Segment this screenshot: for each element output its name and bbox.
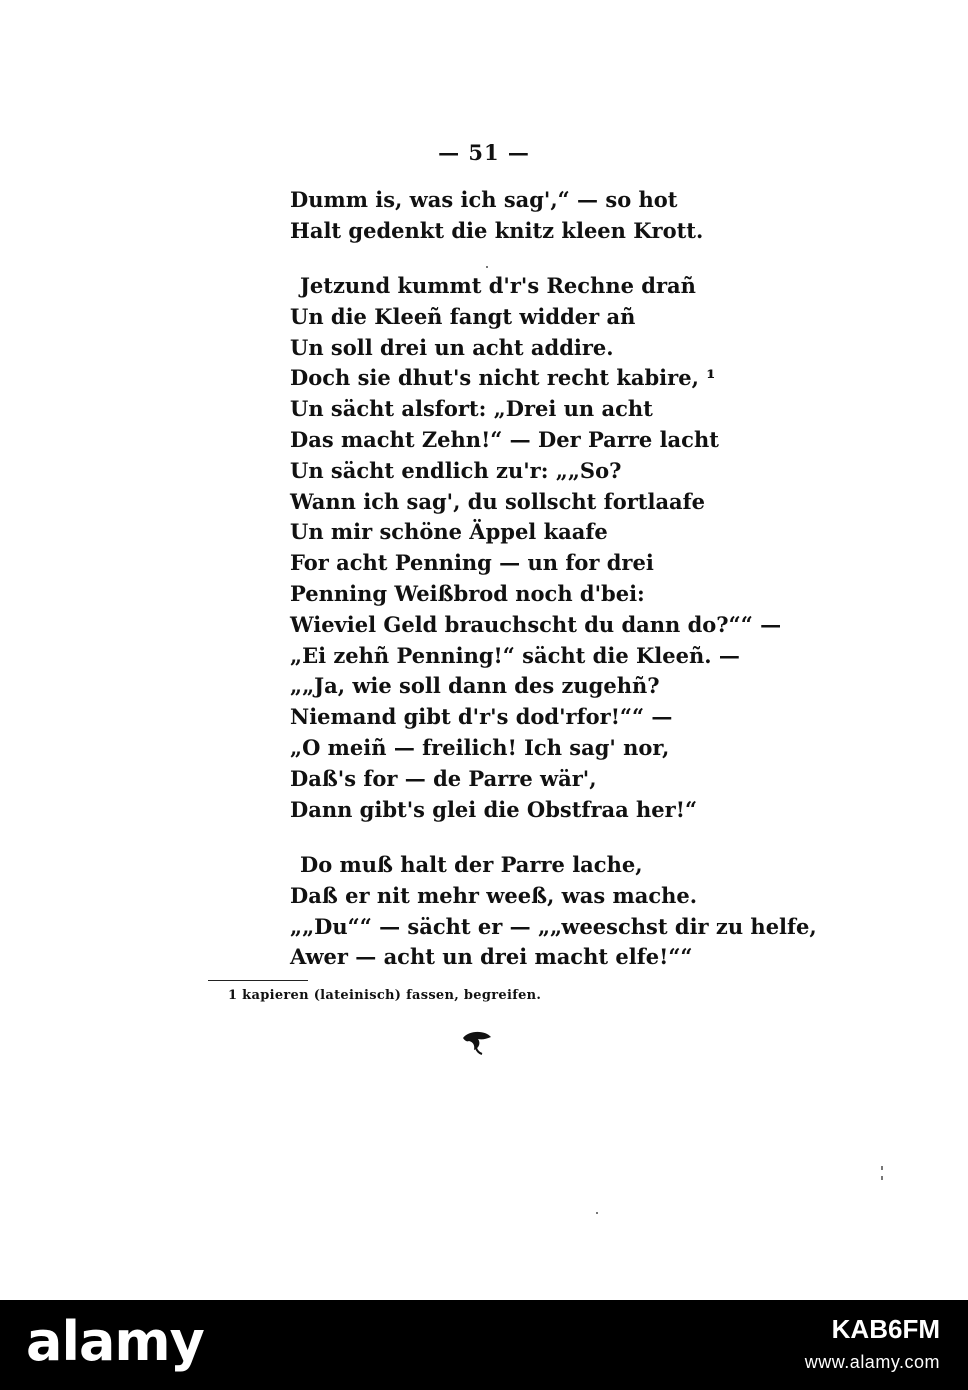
verse-line: Doch sie dhut's nicht recht kabire, ¹	[290, 365, 716, 391]
verse-line: Awer — acht un drei macht elfe!““	[290, 944, 693, 970]
verse-line: Halt gedenkt die knitz kleen Krott.	[290, 217, 704, 243]
verse-line: „O meiñ — freilich! Ich sag' nor,	[290, 734, 670, 760]
verse-line: Dumm is, was ich sag',“ — so hot	[290, 187, 678, 212]
scan-speck	[881, 1166, 883, 1170]
verse-line: Do muß halt der Parre lache,	[300, 852, 643, 877]
verse-line: Daß er nit mehr weeß, was mache.	[290, 882, 698, 908]
verse-line: Wieviel Geld brauchscht du dann do?““ —	[290, 611, 782, 637]
stanza-1	[290, 185, 760, 247]
image-id: KAB6FM	[831, 1314, 940, 1344]
verse-line: „„Ja, wie soll dann des zugehñ?	[290, 673, 660, 699]
verse-line: Niemand gibt d'r's dod'rfor!““ —	[290, 704, 673, 730]
verse-line: Un mir schöne Äppel kaafe	[290, 519, 608, 545]
verse-line: „„Du““ — sächt er — „„weeschst dir zu helfe,	[290, 913, 817, 939]
scan-speck	[881, 1176, 883, 1180]
leaf-ornament-icon	[459, 1026, 495, 1056]
footnote-rule	[208, 980, 308, 981]
watermark-footer	[0, 1300, 968, 1390]
brand-logo: alamy	[26, 1310, 204, 1373]
verse-line: Un sächt alsfort: „Drei un acht	[290, 396, 653, 422]
verse-line: Un soll drei un acht addire.	[290, 334, 614, 360]
scan-speck	[486, 266, 488, 268]
site-url: www.alamy.com	[804, 1352, 940, 1372]
page-number: — 51 —	[438, 140, 530, 165]
stanza-2	[290, 271, 782, 825]
verse-line: Dann gibt's glei die Obstfraa her!“	[290, 796, 698, 822]
scan-speck	[596, 1212, 598, 1214]
verse-line: Un die Kleeñ fangt widder añ	[290, 303, 636, 329]
verse-line: Jetzund kummt d'r's Rechne drañ	[300, 273, 696, 298]
verse-line: Wann ich sag', du sollscht fortlaafe	[290, 488, 706, 514]
footnote: 1 kapieren (lateinisch) fassen, begreifen.	[228, 988, 542, 1003]
stanza-3	[290, 850, 817, 973]
verse-line: Penning Weißbrod noch d'bei:	[290, 580, 645, 606]
verse-line: „Ei zehñ Penning!“ sächt die Kleeñ. —	[290, 642, 740, 668]
verse-line: Un sächt endlich zu'r: „„So?	[290, 457, 622, 483]
verse-line: Das macht Zehn!“ — Der Parre lacht	[290, 426, 719, 452]
verse-line: Daß's for — de Parre wär',	[290, 765, 597, 791]
verse-line: For acht Penning — un for drei	[290, 550, 654, 576]
